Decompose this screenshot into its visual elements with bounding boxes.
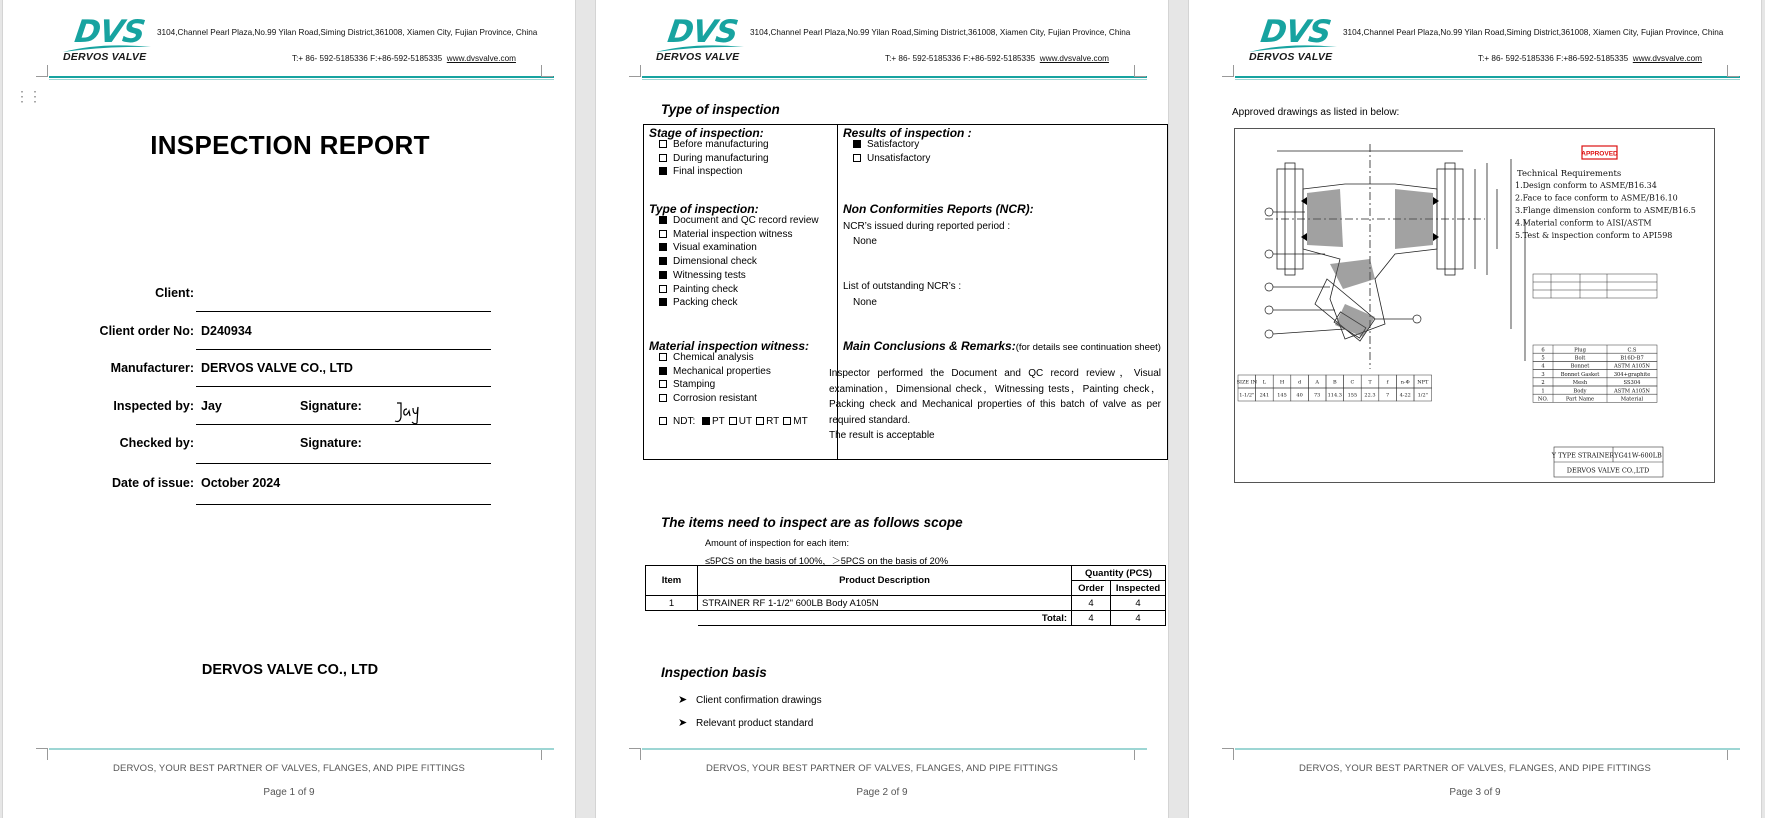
scope-heading: The items need to inspect are as follows scope bbox=[661, 515, 963, 530]
corner-mark bbox=[1134, 65, 1146, 77]
footer-slogan: DERVOS, YOUR BEST PARTNER OF VALVES, FLANGES, AND PIPE FITTINGS bbox=[113, 763, 465, 774]
checkbox-item bbox=[659, 366, 771, 378]
parts-cell-material: ASTM A105N bbox=[1614, 388, 1650, 395]
drag-handle-icon[interactable]: ⋮⋮ bbox=[15, 88, 41, 104]
tech-requirement: 3.Flange dimension conform to ASME/B16.5 bbox=[1515, 206, 1696, 215]
field-underline bbox=[196, 424, 491, 425]
dimension-header: n-Φ bbox=[1400, 379, 1410, 386]
checkbox[interactable] bbox=[659, 380, 667, 388]
ndt-option bbox=[756, 416, 779, 427]
ncr-outstanding-label: List of outstanding NCR’s : bbox=[843, 281, 962, 292]
parts-cell-material: 304+graphite bbox=[1613, 371, 1651, 378]
header-rule bbox=[642, 76, 1147, 78]
checkbox-label: Final inspection bbox=[673, 166, 743, 178]
stage-heading: Stage of inspection: bbox=[649, 126, 764, 140]
dimension-header: f bbox=[1386, 379, 1389, 386]
type-sub-heading: Type of inspection: bbox=[649, 202, 759, 216]
field-underline bbox=[196, 386, 491, 387]
basis-item bbox=[678, 716, 813, 729]
date-of-issue-row bbox=[3, 476, 576, 496]
col-item-header: Item bbox=[646, 566, 698, 596]
contact-phone: T:+ 86- 592-5185336 F:+86-592-5185335 bbox=[885, 54, 1036, 63]
checkbox-item bbox=[659, 139, 769, 151]
inspected-by-label: Inspected by: bbox=[113, 399, 194, 413]
parts-cell-name: Bolt bbox=[1574, 355, 1586, 362]
title-block-name: Y TYPE STRAINER bbox=[1551, 451, 1615, 460]
ndt-option-label: RT bbox=[766, 416, 780, 427]
basis-item bbox=[678, 693, 822, 706]
handwritten-signature bbox=[391, 397, 427, 425]
conclusions-heading bbox=[843, 339, 1161, 353]
report-page-2 bbox=[595, 0, 1169, 818]
ncr-outstanding-value: None bbox=[853, 297, 877, 308]
scope-note-amount: Amount of inspection for each item: bbox=[705, 538, 850, 548]
parts-cell-no: 6 bbox=[1541, 347, 1545, 354]
table-total-row bbox=[646, 611, 1166, 626]
footer-rule bbox=[1235, 748, 1740, 750]
field-underline bbox=[196, 504, 491, 505]
parts-cell-name: Part Name bbox=[1565, 396, 1595, 403]
col-order-header: Order bbox=[1072, 581, 1111, 596]
ndt-checkbox[interactable] bbox=[659, 417, 667, 425]
checkbox[interactable] bbox=[659, 243, 667, 251]
ndt-option-label: MT bbox=[793, 416, 808, 427]
arrow-bullet-icon: ➤ bbox=[678, 694, 688, 706]
approved-stamp-text: APPROVED bbox=[1581, 150, 1618, 158]
ncr-heading: Non Conformities Reports (NCR): bbox=[843, 202, 1034, 216]
signature-label: Signature: bbox=[300, 436, 362, 450]
header-address: 3104,Channel Pearl Plaza,No.99 Yilan Road,Siming District,361008, Xiamen City, Fujian Province, China bbox=[1343, 28, 1724, 37]
corner-mark bbox=[1222, 748, 1234, 760]
parts-cell-no: 5 bbox=[1541, 355, 1545, 362]
checkbox-label: Packing check bbox=[673, 297, 738, 309]
checked-by-row bbox=[3, 436, 576, 456]
dimension-header: C bbox=[1350, 379, 1355, 386]
header-address: 3104,Channel Pearl Plaza,No.99 Yilan Road,Siming District,361008, Xiamen City, Fujian Province, China bbox=[157, 28, 538, 37]
dimension-header: T bbox=[1368, 379, 1372, 386]
report-page-3 bbox=[1188, 0, 1762, 818]
company-logo bbox=[654, 14, 749, 67]
dimension-header: L bbox=[1262, 379, 1267, 386]
footer-rule bbox=[642, 748, 1147, 750]
title-block-company: DERVOS VALVE CO.,LTD bbox=[1566, 466, 1650, 475]
header-rule bbox=[1235, 76, 1740, 78]
col-quantity-header: Quantity (PCS) bbox=[1072, 566, 1166, 581]
scope-table-body bbox=[646, 596, 1166, 611]
table-cell-desc: STRAINER RF 1-1/2" 600LB Body A105N bbox=[698, 596, 1072, 611]
ndt-checkbox[interactable] bbox=[756, 417, 764, 425]
checkbox-item bbox=[853, 153, 930, 165]
corner-mark bbox=[541, 65, 553, 77]
parts-cell-no: 1 bbox=[1541, 388, 1545, 395]
title-block-model: YG41W-600LB bbox=[1614, 451, 1662, 460]
header-rule-secondary bbox=[642, 79, 1147, 80]
parts-cell-material: C.S bbox=[1627, 347, 1637, 354]
parts-table bbox=[1533, 345, 1657, 403]
header-contact bbox=[885, 54, 1109, 63]
table-header-row bbox=[646, 566, 1166, 581]
date-of-issue-value: October 2024 bbox=[201, 476, 281, 490]
checkbox-label: Stamping bbox=[673, 379, 716, 391]
website-link[interactable]: www.dvsvalve.com bbox=[1039, 54, 1109, 63]
material-heading: Material inspection witness: bbox=[649, 339, 810, 353]
conclusions-text: Inspector performed the Document and QC record review，Visual examination，Dimensional check，Witnessing tests，Painting check，Packing check and Mechanical properties of this batch of valve as per required standard. bbox=[829, 368, 1161, 426]
parts-cell-name: Body bbox=[1573, 388, 1587, 395]
page-number: Page 1 of 9 bbox=[263, 787, 315, 798]
checkbox-label: Corrosion resistant bbox=[673, 393, 757, 405]
checkbox-label: Unsatisfactory bbox=[867, 152, 931, 164]
conclusions-note: (for details see continuation sheet) bbox=[1015, 342, 1161, 353]
table-row bbox=[646, 596, 1166, 611]
ndt-label: NDT: bbox=[673, 416, 696, 427]
checkbox-label: Dimensional check bbox=[673, 256, 757, 268]
header-rule-secondary bbox=[1235, 79, 1740, 80]
corner-mark bbox=[36, 748, 48, 760]
logo-name: DERVOS VALVE bbox=[63, 51, 147, 63]
company-name: DERVOS VALVE CO., LTD bbox=[201, 662, 379, 678]
ndt-option-label: UT bbox=[738, 416, 753, 427]
footer-rule bbox=[49, 748, 554, 750]
report-page-1 bbox=[2, 0, 576, 818]
header-contact bbox=[292, 54, 516, 63]
field-underline bbox=[196, 311, 491, 312]
website-link[interactable]: www.dvsvalve.com bbox=[1632, 54, 1702, 63]
checkbox-label: Mechanical properties bbox=[673, 365, 771, 377]
checkbox-item bbox=[659, 352, 754, 364]
scope-table bbox=[645, 565, 1166, 626]
checkbox[interactable] bbox=[659, 154, 667, 162]
type-of-inspection-heading: Type of inspection bbox=[661, 102, 780, 117]
ncr-issued-label: NCR’s issued during reported period : bbox=[843, 221, 1011, 232]
checkbox-item bbox=[659, 297, 737, 309]
parts-cell-no: 2 bbox=[1541, 380, 1545, 387]
ndt-option bbox=[702, 416, 725, 427]
checkbox[interactable] bbox=[853, 140, 861, 148]
checkbox-item bbox=[659, 153, 769, 165]
checkbox-item bbox=[659, 284, 738, 296]
report-title: INSPECTION REPORT bbox=[150, 130, 430, 160]
table-cell-order: 4 bbox=[1072, 596, 1111, 611]
checkbox-label: Document and QC record review bbox=[673, 215, 819, 226]
inspected-by-value: Jay bbox=[201, 399, 222, 413]
parts-cell-material: SS304 bbox=[1623, 380, 1641, 387]
total-label: Total: bbox=[698, 611, 1072, 626]
checkbox-label: During manufacturing bbox=[673, 152, 769, 164]
conclusions-body bbox=[829, 366, 1161, 444]
ndt-checkbox[interactable] bbox=[729, 417, 737, 425]
field-underline bbox=[196, 463, 491, 464]
page-number: Page 2 of 9 bbox=[856, 787, 908, 798]
page-number: Page 3 of 9 bbox=[1449, 787, 1501, 798]
checkbox-label: Material inspection witness bbox=[673, 228, 793, 240]
parts-cell-no: 4 bbox=[1541, 363, 1545, 370]
ncr-issued-value: None bbox=[853, 236, 877, 247]
checkbox-label: Witnessing tests bbox=[673, 269, 746, 281]
dimension-header: SIZE IN bbox=[1236, 379, 1258, 386]
checkbox[interactable] bbox=[659, 271, 667, 279]
dimension-value: 22.3 bbox=[1364, 392, 1376, 399]
corner-mark bbox=[1727, 65, 1739, 77]
dimension-value: 114.3 bbox=[1327, 392, 1342, 399]
dimension-header: B bbox=[1332, 379, 1337, 386]
checkbox-label: Before manufacturing bbox=[673, 139, 769, 150]
tech-requirement: 1.Design conform to ASME/B16.34 bbox=[1515, 181, 1657, 190]
parts-cell-material: B16D-B7 bbox=[1620, 355, 1644, 362]
field-underline bbox=[196, 349, 491, 350]
contact-phone: T:+ 86- 592-5185336 F:+86-592-5185335 bbox=[292, 54, 443, 63]
checkbox[interactable] bbox=[659, 140, 667, 148]
tech-requirement: 2.Face to face conform to ASME/B16.10 bbox=[1515, 193, 1678, 203]
contact-phone: T:+ 86- 592-5185336 F:+86-592-5185335 bbox=[1478, 54, 1629, 63]
company-logo bbox=[61, 14, 156, 67]
header-address: 3104,Channel Pearl Plaza,No.99 Yilan Road,Siming District,361008, Xiamen City, Fujian Province, China bbox=[750, 28, 1131, 37]
table-cell-inspected: 4 bbox=[1111, 596, 1166, 611]
ndt-option bbox=[783, 416, 807, 427]
tech-requirements-list bbox=[1515, 181, 1696, 240]
parts-cell-name: Mesh bbox=[1572, 380, 1588, 387]
dimension-value: 155 bbox=[1347, 392, 1358, 399]
dimension-table bbox=[1237, 375, 1432, 401]
total-inspected: 4 bbox=[1111, 611, 1166, 626]
parts-cell-no: 3 bbox=[1541, 371, 1545, 378]
checkbox-item bbox=[659, 229, 793, 241]
checkbox-label: Satisfactory bbox=[867, 139, 920, 150]
ndt-option bbox=[729, 416, 752, 427]
conclusions-title: Main Conclusions & Remarks: bbox=[843, 339, 1016, 353]
dimension-header: NPT bbox=[1417, 379, 1429, 386]
arrow-bullet-icon: ➤ bbox=[678, 717, 688, 729]
checkbox-item bbox=[659, 393, 757, 405]
ndt-options bbox=[698, 416, 808, 427]
client-label: Client: bbox=[155, 286, 194, 300]
tech-requirement: 4.Material conform to AISI/ASTM bbox=[1515, 218, 1652, 228]
parts-cell-name: Plug bbox=[1574, 347, 1586, 354]
footer-slogan: DERVOS, YOUR BEST PARTNER OF VALVES, FLANGES, AND PIPE FITTINGS bbox=[706, 763, 1058, 774]
dimension-value: 73 bbox=[1314, 392, 1321, 399]
parts-row bbox=[1533, 345, 1657, 353]
header-rule-secondary bbox=[49, 79, 554, 80]
basis-item-label: Client confirmation drawings bbox=[696, 695, 822, 706]
conclusions-result: The result is acceptable bbox=[829, 430, 935, 441]
checkbox-label: Chemical analysis bbox=[673, 352, 754, 363]
manufacturer-row bbox=[3, 361, 576, 381]
dimension-value: 40 bbox=[1296, 392, 1303, 399]
dimension-header: H bbox=[1279, 379, 1285, 386]
strainer-drawing bbox=[1235, 129, 1716, 484]
logo-mark: DVS bbox=[72, 14, 147, 50]
header-rule bbox=[49, 76, 554, 78]
total-order: 4 bbox=[1072, 611, 1111, 626]
col-inspected-header: Inspected bbox=[1111, 581, 1166, 596]
dimension-header: d bbox=[1297, 379, 1302, 386]
client-order-row bbox=[3, 324, 576, 344]
dimension-value: 7 bbox=[1386, 392, 1390, 399]
parts-cell-no: NO. bbox=[1537, 396, 1549, 403]
tech-requirements-title: Technical Requirements bbox=[1517, 169, 1622, 179]
dimension-value: 1-1/2" bbox=[1239, 392, 1255, 399]
manufacturer-label: Manufacturer: bbox=[110, 361, 194, 375]
checkbox-item bbox=[659, 270, 746, 282]
parts-cell-material: ASTM A105N bbox=[1614, 363, 1650, 370]
checkbox[interactable] bbox=[659, 394, 667, 402]
checkbox[interactable] bbox=[659, 216, 667, 224]
dimension-value: 4-22 bbox=[1399, 392, 1411, 399]
parts-cell-name: Bonnet bbox=[1570, 363, 1590, 370]
ndt-row bbox=[659, 416, 808, 428]
checkbox-label: Visual examination bbox=[673, 242, 757, 254]
corner-mark bbox=[629, 65, 641, 77]
checkbox-item bbox=[659, 256, 757, 268]
checkbox[interactable] bbox=[659, 367, 667, 375]
parts-cell-material: Material bbox=[1620, 396, 1644, 403]
checked-by-label: Checked by: bbox=[119, 436, 194, 450]
logo-name: DERVOS VALVE bbox=[656, 51, 740, 63]
checkbox[interactable] bbox=[659, 353, 667, 361]
checkbox-item bbox=[659, 215, 819, 227]
logo-name: DERVOS VALVE bbox=[1249, 51, 1333, 63]
company-logo bbox=[1247, 14, 1342, 67]
checkbox-item bbox=[853, 139, 919, 151]
dimension-value: 145 bbox=[1277, 392, 1287, 399]
logo-mark: DVS bbox=[665, 14, 740, 50]
client-row bbox=[3, 286, 576, 306]
checkbox-item bbox=[659, 242, 757, 254]
corner-mark bbox=[629, 748, 641, 760]
table-cell-item: 1 bbox=[646, 596, 698, 611]
inspected-by-row bbox=[3, 399, 576, 419]
spec-table bbox=[1533, 274, 1657, 298]
checkbox-label: Painting check bbox=[673, 283, 739, 295]
basis-item-label: Relevant product standard bbox=[696, 718, 814, 729]
checkbox[interactable] bbox=[659, 257, 667, 265]
checkbox[interactable] bbox=[659, 230, 667, 238]
col-description-header: Product Description bbox=[698, 566, 1072, 596]
tech-requirement: 5.Test & inspection conform to API598 bbox=[1515, 231, 1673, 240]
header-contact bbox=[1478, 54, 1702, 63]
client-order-label: Client order No: bbox=[99, 324, 194, 338]
corner-mark bbox=[36, 65, 48, 77]
ndt-option-label: PT bbox=[712, 416, 725, 427]
footer-slogan: DERVOS, YOUR BEST PARTNER OF VALVES, FLANGES, AND PIPE FITTINGS bbox=[1299, 763, 1651, 774]
corner-mark bbox=[1222, 65, 1234, 77]
checkbox[interactable] bbox=[853, 154, 861, 162]
approved-drawing bbox=[1234, 128, 1715, 483]
dimension-value: 1/2" bbox=[1417, 392, 1428, 399]
client-order-value: D240934 bbox=[201, 324, 252, 338]
checkbox[interactable] bbox=[659, 167, 667, 175]
website-link[interactable]: www.dvsvalve.com bbox=[446, 54, 516, 63]
manufacturer-value: DERVOS VALVE CO., LTD bbox=[201, 361, 353, 375]
signature-label: Signature: bbox=[300, 399, 362, 413]
parts-cell-name: Bonnet Gasket bbox=[1560, 371, 1600, 378]
inspection-basis-heading: Inspection basis bbox=[661, 665, 767, 680]
checkbox[interactable] bbox=[659, 298, 667, 306]
ndt-checkbox[interactable] bbox=[783, 417, 791, 425]
dimension-value: 241 bbox=[1259, 392, 1270, 399]
results-heading: Results of inspection : bbox=[843, 126, 972, 140]
ndt-checkbox[interactable] bbox=[702, 417, 710, 425]
checkbox[interactable] bbox=[659, 285, 667, 293]
checkbox-item bbox=[659, 379, 715, 391]
date-of-issue-label: Date of issue: bbox=[112, 476, 194, 490]
logo-mark: DVS bbox=[1258, 14, 1333, 50]
scope-note-basis: ≤5PCS on the basis of 100%，＞5PCS on the basis of 20% bbox=[705, 556, 949, 566]
checkbox-item bbox=[659, 166, 742, 178]
approved-drawings-note: Approved drawings as listed in below: bbox=[1232, 107, 1400, 118]
dimension-header: A bbox=[1315, 379, 1320, 386]
